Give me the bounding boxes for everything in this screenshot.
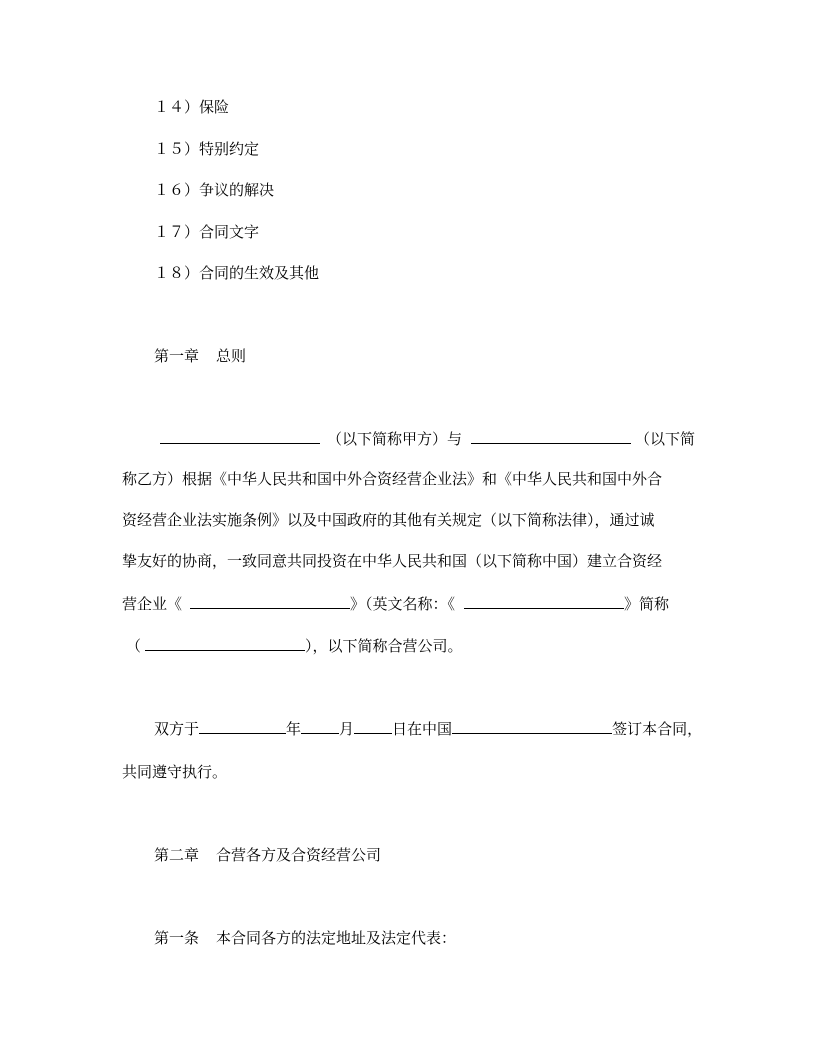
- toc-item-text: 保险: [199, 98, 230, 116]
- intro-text: 营企业《: [122, 595, 183, 613]
- month-blank[interactable]: [301, 720, 339, 734]
- intro-line: 资经营企业法实施条例》以及中国政府的其他有关规定（以下简称法律），通过诚: [122, 511, 655, 529]
- signing-text: 双方于: [154, 720, 200, 738]
- toc-item: [154, 264, 319, 282]
- toc-item-text: 合同文字: [199, 223, 260, 241]
- intro-line: 称乙方）根据《中华人民共和国中外合资经营企业法》和《中华人民共和国中外合: [122, 470, 663, 488]
- intro-text: ），以下简称合营公司。: [305, 637, 463, 655]
- signing-text: 日在中国: [392, 720, 453, 738]
- toc-item-number: １６）: [154, 181, 200, 199]
- company-name-blank[interactable]: [190, 595, 350, 609]
- chapter-heading: [154, 347, 246, 365]
- signing-text: 年: [286, 720, 302, 738]
- toc-item-text: 特别约定: [199, 140, 260, 158]
- signing-line: 共同遵守执行。: [122, 763, 228, 781]
- day-blank[interactable]: [354, 720, 392, 734]
- party-b-blank[interactable]: [471, 430, 631, 444]
- short-name-blank[interactable]: [145, 637, 305, 651]
- english-name-blank[interactable]: [464, 595, 624, 609]
- intro-text: （: [126, 637, 142, 655]
- toc-item-number: １８）: [154, 264, 200, 282]
- intro-line: [126, 637, 463, 655]
- chapter-heading: [154, 846, 381, 864]
- place-blank[interactable]: [452, 720, 612, 734]
- signing-text: 签订本合同，: [612, 720, 703, 738]
- intro-line: 挚友好的协商，一致同意共同投资在中华人民共和国（以下简称中国）建立合资经: [122, 552, 663, 570]
- toc-item-number: １５）: [154, 140, 200, 158]
- toc-item: [154, 98, 229, 116]
- party-a-blank[interactable]: [160, 430, 320, 444]
- chapter-title: 合营各方及合资经营公司: [216, 846, 382, 864]
- intro-line: [160, 430, 695, 448]
- toc-item: [154, 223, 259, 241]
- signing-line: [154, 720, 702, 738]
- toc-item-text: 合同的生效及其他: [199, 264, 320, 282]
- toc-item: [154, 140, 259, 158]
- toc-item-text: 争议的解决: [199, 181, 275, 199]
- intro-text: 》（英文名称：《: [350, 595, 456, 613]
- toc-item-number: １７）: [154, 223, 200, 241]
- intro-line: [122, 595, 669, 613]
- article-label: 第一条: [154, 929, 200, 947]
- chapter-label: 第二章: [154, 846, 200, 864]
- intro-text: （以下简称甲方）与: [327, 430, 463, 448]
- chapter-title: 总则: [216, 347, 247, 365]
- intro-text: 》简称: [624, 595, 670, 613]
- toc-item: [154, 181, 274, 199]
- article-title: 本合同各方的法定地址及法定代表：: [216, 929, 457, 947]
- signing-text: 月: [339, 720, 355, 738]
- article-heading: [154, 929, 456, 947]
- year-blank[interactable]: [199, 720, 286, 734]
- toc-item-number: １４）: [154, 98, 200, 116]
- intro-text: （以下简: [635, 430, 696, 448]
- chapter-label: 第一章: [154, 347, 200, 365]
